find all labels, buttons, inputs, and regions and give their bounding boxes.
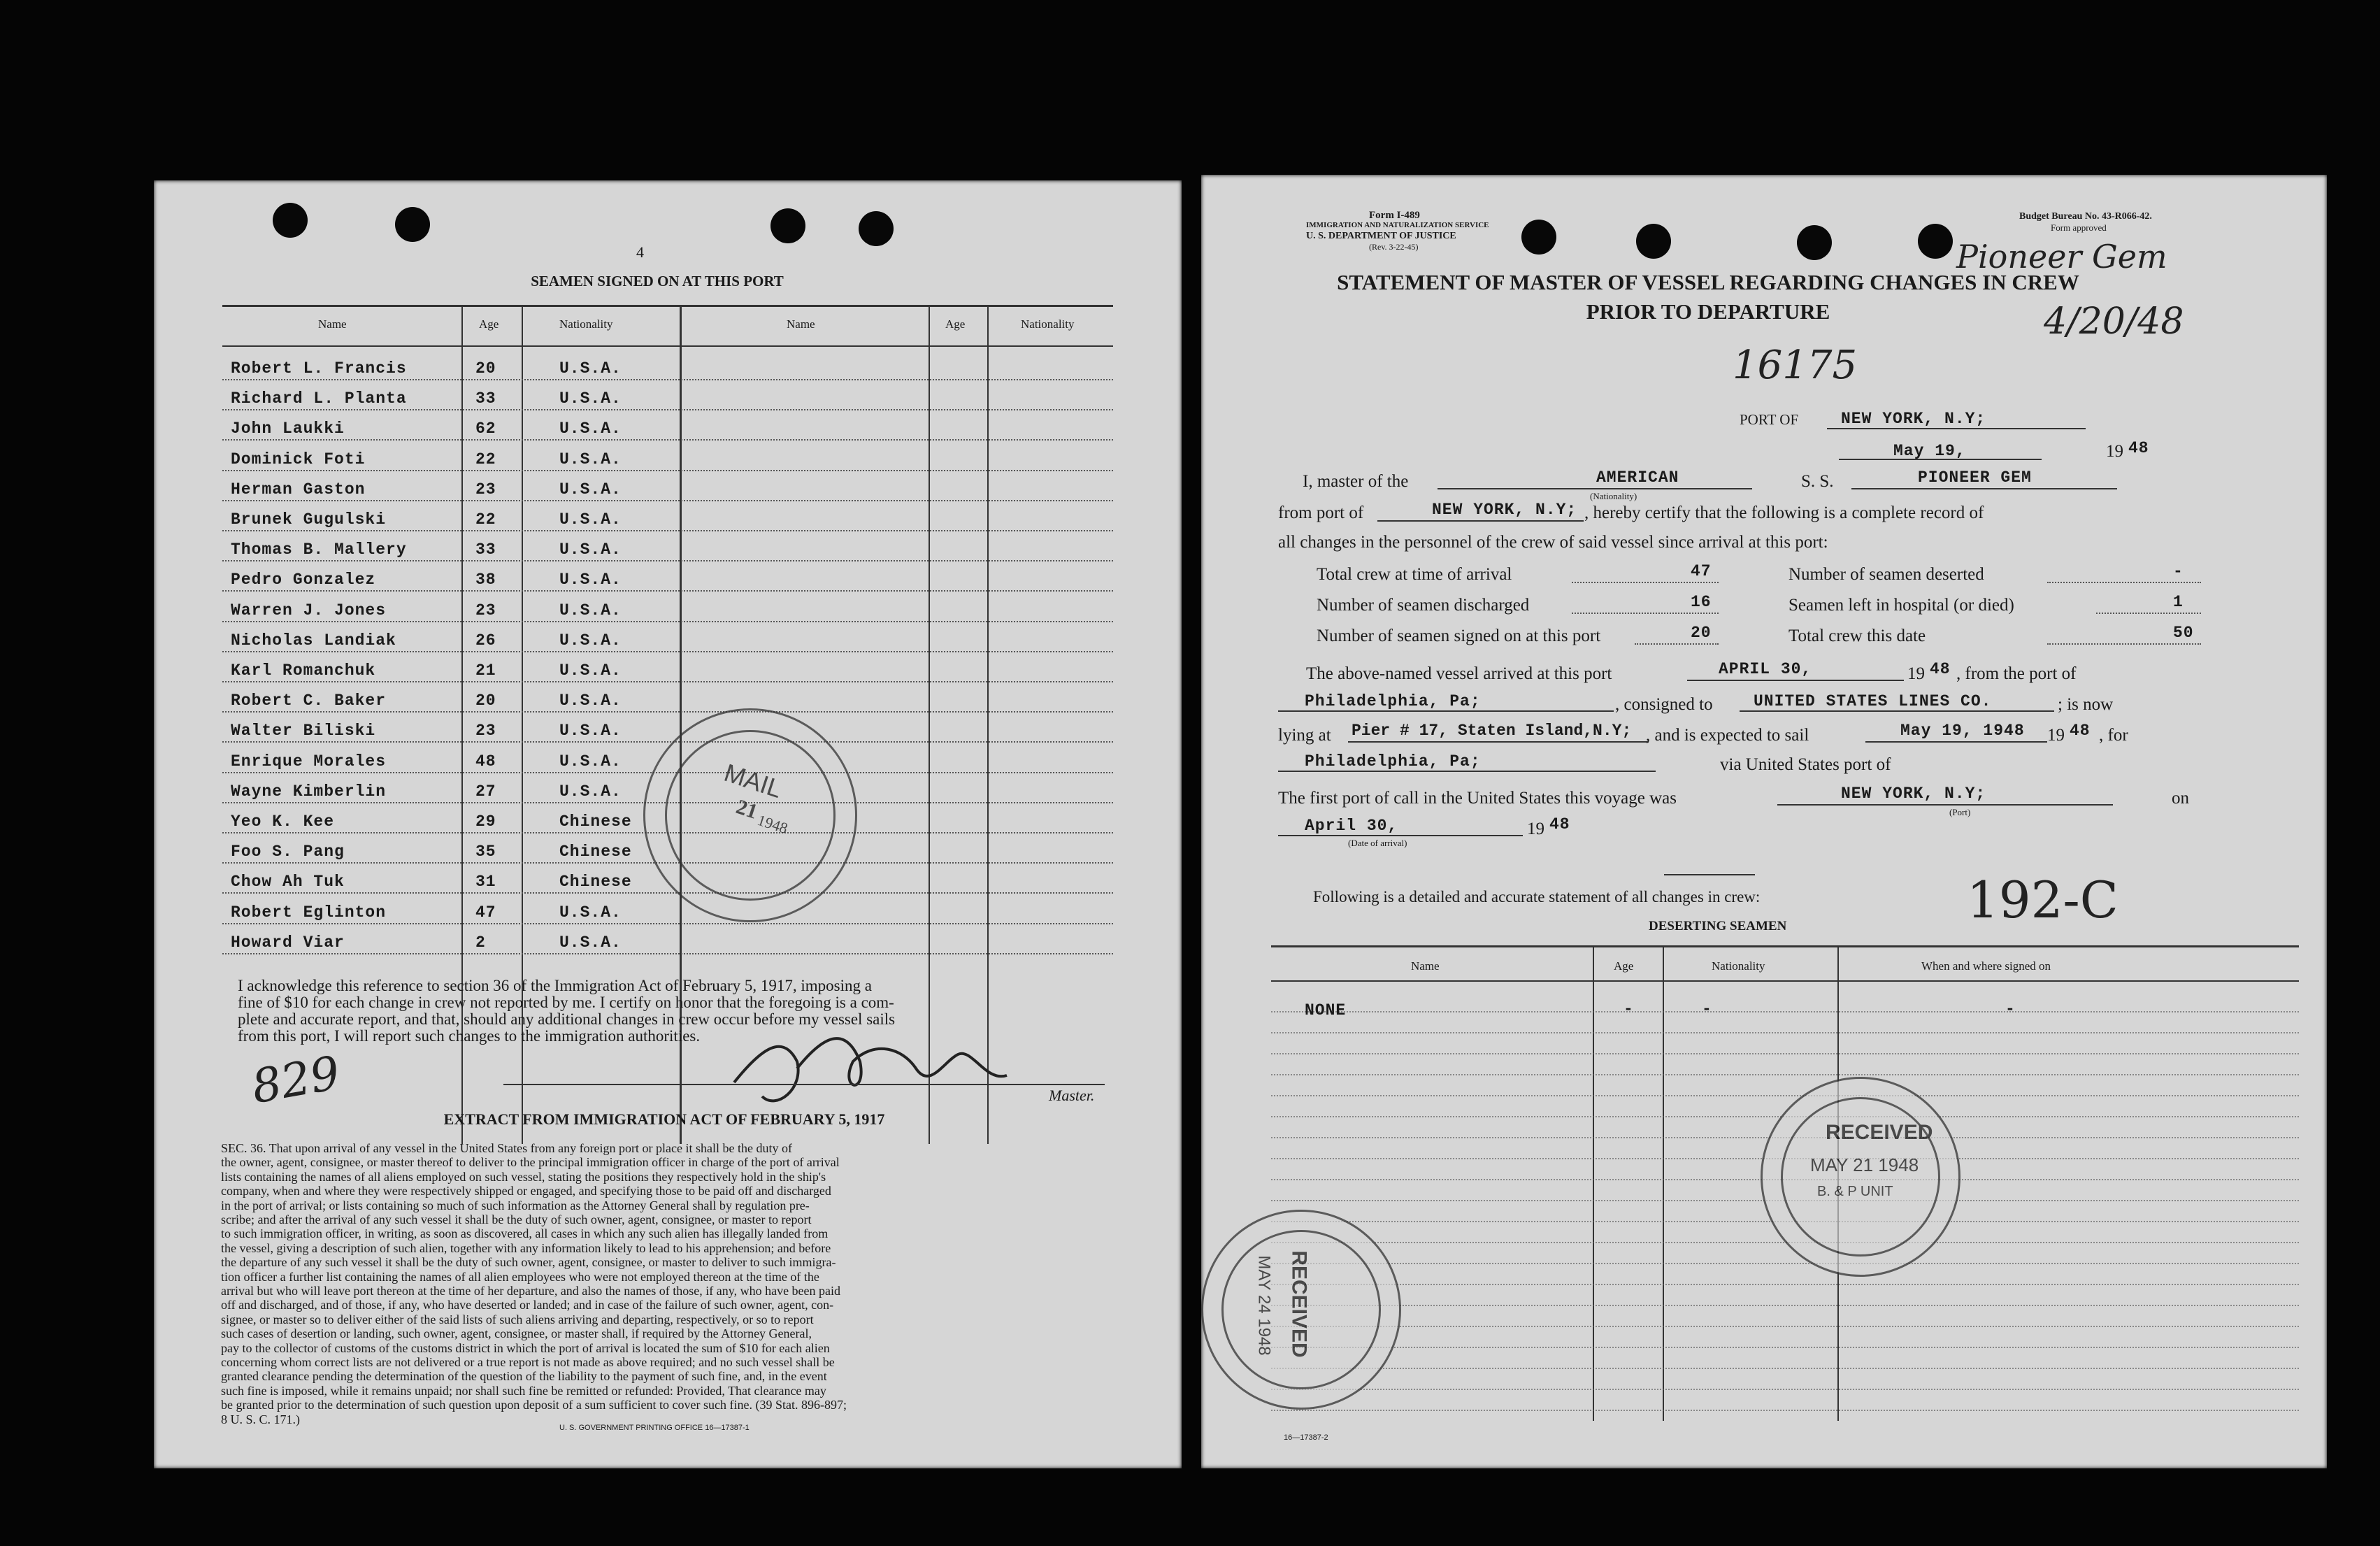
seaman-name: Herman Gaston: [231, 480, 366, 499]
seaman-nationality: U.S.A.: [559, 389, 622, 408]
agency-line-1: IMMIGRATION AND NATURALIZATION SERVICE: [1306, 221, 1489, 229]
seaman-age: 20: [475, 692, 496, 710]
seaman-name: Thomas B. Mallery: [231, 541, 407, 559]
deserting-none: NONE: [1305, 1001, 1347, 1019]
count-right-label: Seamen left in hospital (or died): [1788, 596, 2014, 615]
deserting-nationality: -: [1702, 1000, 1712, 1018]
extract-line: company, when and where they were respectively shipped or engaged, and specifying those to be paid off and discharged: [221, 1184, 831, 1198]
seaman-age: 23: [475, 480, 496, 499]
seaman-age: 33: [475, 541, 496, 559]
punch-hole: [770, 208, 805, 243]
arrived-date: APRIL 30,: [1719, 660, 1812, 678]
certify-text: , hereby certify that the following is a complete record of: [1584, 503, 1984, 522]
master-of-the-label: I, master of the: [1303, 472, 1409, 491]
punch-hole: [1636, 224, 1671, 259]
seaman-nationality: U.S.A.: [559, 359, 622, 378]
seaman-name: Pedro Gonzalez: [231, 571, 376, 589]
acknowledgment-line: I acknowledge this reference to section 36 of the Immigration Act of February 5, 1917, imposing a: [238, 977, 872, 994]
section-title: SEAMEN SIGNED ON AT THIS PORT: [531, 273, 784, 289]
seaman-name: Chow Ah Tuk: [231, 873, 345, 892]
certify-line-2: all changes in the personnel of the crew of said vessel since arrival at this port:: [1278, 533, 1828, 552]
count-label: Number of seamen signed on at this port: [1317, 627, 1601, 645]
seaman-age: 23: [475, 722, 496, 740]
handwritten-date: 4/20/48: [2044, 301, 2184, 343]
from-port-value: NEW YORK, N.Y;: [1432, 501, 1577, 519]
vessel-nationality: AMERICAN: [1596, 468, 1679, 487]
seaman-name: Yeo K. Kee: [231, 813, 335, 831]
seaman-age: 38: [475, 571, 496, 589]
seaman-name: John Laukki: [231, 420, 345, 438]
handwritten-ship-name: Pioneer Gem: [1956, 238, 2167, 275]
col-header-age-2: Age: [945, 317, 966, 331]
seaman-age: 33: [475, 389, 496, 408]
from-the-port-of: , from the port of: [1956, 664, 2077, 683]
nationality-caption: (Nationality): [1590, 491, 1637, 501]
extract-line: granted clearance pending the determination of the question of the liability to the payment of such fine, and, in the event: [221, 1369, 827, 1384]
seaman-nationality: U.S.A.: [559, 571, 622, 589]
col-header-name: Name: [318, 317, 347, 331]
seaman-name: Warren J. Jones: [231, 601, 387, 620]
count-right-label: Total crew this date: [1788, 627, 1926, 645]
handwritten-mark: 829: [248, 1045, 344, 1115]
handwritten-file-number: 16175: [1733, 343, 1858, 388]
seaman-age: 22: [475, 510, 496, 529]
arrival-date: April 30,: [1305, 817, 1398, 835]
deserting-title: DESERTING SEAMEN: [1649, 919, 1787, 933]
punch-hole: [273, 203, 308, 238]
seaman-nationality: U.S.A.: [559, 420, 622, 438]
extract-line: scribe; and after the arrival of any such vessel it shall be the duty of such owner, agent, consignee, or master to report: [221, 1212, 812, 1226]
seaman-age: 2: [475, 933, 486, 952]
ss-label: S. S.: [1801, 472, 1834, 491]
extract-line: the owner, agent, consignee, or master thereof to deliver to the principal immigration officer in charge of the port of arrival: [221, 1155, 840, 1170]
date-caption: (Date of arrival): [1348, 838, 1407, 848]
acknowledgment-line: plete and accurate report, and that, should any additional changes in crew occur before my vessel sails: [238, 1010, 896, 1028]
expected-to-sail: , and is expected to sail: [1646, 726, 1809, 745]
arrived-year-prefix: 19: [1907, 664, 1925, 683]
from-port-2: Philadelphia, Pa;: [1305, 692, 1481, 710]
count-label: Number of seamen discharged: [1317, 596, 1530, 615]
seaman-name: Howard Viar: [231, 933, 345, 952]
arrived-text: The above-named vessel arrived at this port: [1306, 664, 1612, 683]
seaman-age: 29: [475, 813, 496, 831]
deserting-col-nationality: Nationality: [1712, 959, 1765, 973]
extract-line: concerning whom correct lists are not delivered or a true report is not made as above required; and no such vessel shall be: [221, 1355, 835, 1369]
count-right-value: 50: [2173, 624, 2194, 642]
form-title: STATEMENT OF MASTER OF VESSEL REGARDING CHANGES IN CREW: [1337, 270, 2079, 294]
deserting-col-name: Name: [1411, 959, 1440, 973]
arrival-year: 48: [1549, 815, 1570, 833]
form-number: Form I-489: [1369, 210, 1420, 221]
count-right-value: 1: [2173, 593, 2184, 611]
form-revision: (Rev. 3-22-45): [1369, 242, 1419, 252]
seaman-nationality: U.S.A.: [559, 692, 622, 710]
report-date: May 19,: [1893, 442, 1966, 460]
for-label: , for: [2099, 726, 2128, 745]
left-page: [154, 180, 1182, 1468]
seaman-age: 35: [475, 843, 496, 861]
count-value: 20: [1691, 624, 1712, 642]
extract-line: the departure of any such vessel it shall be the duty of such owner, agent, consignee, or master to deliver to such immigra-: [221, 1255, 836, 1270]
punch-hole: [1521, 220, 1556, 255]
extract-line: such fine is imposed, while it remains unpaid; nor shall such fine be remitted or refunded: Provided, That clearance may: [221, 1383, 826, 1398]
budget-bureau: Budget Bureau No. 43-R066-42.: [2019, 211, 2152, 222]
extract-line: in the port of arrival; or lists containing so much of such information as the Attorney General shall by regulation pre-: [221, 1198, 810, 1212]
seaman-name: Richard L. Planta: [231, 389, 407, 408]
extract-line: 8 U. S. C. 171.): [221, 1412, 301, 1426]
seaman-name: Walter Biliski: [231, 722, 376, 740]
seaman-age: 48: [475, 752, 496, 771]
seaman-nationality: U.S.A.: [559, 782, 622, 801]
right-page: [1201, 175, 2327, 1468]
seaman-name: Robert L. Francis: [231, 359, 407, 378]
seaman-nationality: U.S.A.: [559, 722, 622, 740]
sail-year-prefix: 19: [2047, 726, 2065, 745]
extract-line: tion officer a further list containing the names of all alien employees who were not employed thereon at the time of the: [221, 1269, 819, 1284]
seaman-name: Dominick Foti: [231, 450, 366, 468]
punch-hole: [1918, 224, 1953, 259]
seaman-name: Robert Eglinton: [231, 903, 387, 922]
ship-name: PIONEER GEM: [1918, 468, 2032, 487]
seaman-name: Brunek Gugulski: [231, 510, 387, 529]
deserting-when: -: [2005, 1000, 2016, 1018]
destination: Philadelphia, Pa;: [1305, 752, 1481, 771]
form-subtitle: PRIOR TO DEPARTURE: [1586, 299, 1830, 324]
seaman-name: Foo S. Pang: [231, 843, 345, 861]
on-label: on: [2172, 789, 2189, 808]
sail-year: 48: [2070, 722, 2091, 740]
master-label: Master.: [1049, 1087, 1095, 1104]
seaman-age: 22: [475, 450, 496, 468]
handwritten-code: 192-C: [1967, 871, 2119, 929]
count-value: 47: [1691, 562, 1712, 580]
lying-at-label: lying at: [1278, 726, 1331, 745]
received-stamp: RECEIVED MAY 21 1948 B. & P UNIT: [1761, 1077, 1960, 1277]
port-caption: (Port): [1949, 807, 1971, 817]
col-header-nationality-2: Nationality: [1021, 317, 1075, 331]
extract-line: to such immigration officer, in writing, as soon as discovered, all cases in which any such alien has illegally landed from: [221, 1226, 829, 1241]
extract-line: arrival but who will leave port thereon at the time of her departure, and also the names of those, if any, who have been paid: [221, 1284, 841, 1298]
seaman-nationality: Chinese: [559, 813, 632, 831]
seaman-name: Wayne Kimberlin: [231, 782, 387, 801]
is-now: ; is now: [2058, 695, 2114, 714]
extract-line: pay to the collector of customs of the customs district in which the port of arrival is located the sum of $10 for each alien: [221, 1340, 830, 1355]
deserting-col-age: Age: [1614, 959, 1634, 973]
sail-date: May 19, 1948: [1900, 722, 2025, 740]
port-of-value: NEW YORK, N.Y;: [1841, 410, 1986, 428]
seaman-nationality: Chinese: [559, 873, 632, 892]
deserting-col-when: When and where signed on: [1921, 959, 2051, 973]
seaman-name: Robert C. Baker: [231, 692, 387, 710]
seaman-age: 62: [475, 420, 496, 438]
seaman-nationality: U.S.A.: [559, 541, 622, 559]
report-year: 48: [2128, 439, 2149, 457]
via-text: via United States port of: [1720, 755, 1891, 774]
extract-title: EXTRACT FROM IMMIGRATION ACT OF FEBRUARY 5, 1917: [443, 1110, 885, 1128]
extract-line: signee, or master so to deliver either of the said lists of such aliens arriving and departing, respectively, or so to report: [221, 1312, 814, 1326]
extract-line: lists containing the names of all aliens employed on such vessel, stating the positions they respectively hold in the ship's: [221, 1169, 826, 1184]
seaman-nationality: U.S.A.: [559, 903, 622, 922]
extract-line: off and discharged, and of those, if any, who have deserted or landed; and in case of the failure of such owner, agent, con-: [221, 1298, 834, 1312]
seaman-nationality: U.S.A.: [559, 661, 622, 680]
form-approved: Form approved: [2051, 222, 2107, 233]
arrived-year: 48: [1930, 660, 1951, 678]
from-port-label: from port of: [1278, 503, 1364, 522]
first-port: NEW YORK, N.Y;: [1841, 785, 1986, 803]
extract-line: be granted prior to the determination of such question upon deposit of a sum sufficient to cover such fine. (39 Stat. 896-897;: [221, 1398, 847, 1412]
first-port-text: The first port of call in the United States this voyage was: [1278, 789, 1677, 808]
arrival-year-prefix: 19: [1527, 819, 1544, 838]
seaman-nationality: Chinese: [559, 843, 632, 861]
seaman-nationality: U.S.A.: [559, 933, 622, 952]
col-header-age: Age: [479, 317, 499, 331]
seaman-nationality: U.S.A.: [559, 752, 622, 771]
extract-line: SEC. 36. That upon arrival of any vessel in the United States from any foreign port or place it shall be the duty of: [221, 1141, 792, 1155]
received-stamp-2: RECEIVED MAY 24 1948: [1201, 1210, 1401, 1410]
acknowledgment-line: fine of $10 for each change in crew not reported by me. I certify on honor that the foregoing is a com-: [238, 994, 894, 1011]
port-of-label: PORT OF: [1740, 411, 1799, 428]
following-text: Following is a detailed and accurate statement of all changes in crew:: [1313, 888, 1761, 906]
count-label: Total crew at time of arrival: [1317, 565, 1512, 584]
seaman-age: 20: [475, 359, 496, 378]
seaman-age: 47: [475, 903, 496, 922]
seaman-age: 31: [475, 873, 496, 892]
punch-hole: [395, 207, 430, 242]
seaman-name: Nicholas Landiak: [231, 631, 396, 650]
punch-hole: [859, 211, 894, 246]
agency-line-2: U. S. DEPARTMENT OF JUSTICE: [1306, 231, 1456, 241]
col-header-nationality: Nationality: [559, 317, 613, 331]
page-number: 4: [636, 243, 644, 261]
seaman-nationality: U.S.A.: [559, 631, 622, 650]
seaman-nationality: U.S.A.: [559, 510, 622, 529]
extract-line: the vessel, giving a description of such alien, together with any information likely to lead to his apprehension; and before: [221, 1240, 831, 1255]
extract-line: such cases of desertion or landing, such owner, agent, consignee, or master shall, if required by the Attorney General,: [221, 1326, 812, 1341]
seaman-age: 27: [475, 782, 496, 801]
seaman-age: 26: [475, 631, 496, 650]
count-right-label: Number of seamen deserted: [1788, 565, 1984, 584]
seaman-age: 23: [475, 601, 496, 620]
col-header-name-2: Name: [787, 317, 815, 331]
punch-hole: [1797, 225, 1832, 260]
count-right-value: -: [2173, 562, 2184, 580]
mail-stamp: MAIL 21 1948: [643, 708, 857, 922]
printing-office: U. S. GOVERNMENT PRINTING OFFICE 16—17387-1: [559, 1424, 750, 1432]
consigned-to-label: , consigned to: [1615, 695, 1713, 714]
seaman-nationality: U.S.A.: [559, 450, 622, 468]
seaman-name: Karl Romanchuk: [231, 661, 376, 680]
printing-code: 16—17387-2: [1284, 1433, 1328, 1442]
consignee: UNITED STATES LINES CO.: [1754, 692, 1992, 710]
pier-location: Pier # 17, Staten Island,N.Y;: [1352, 722, 1632, 740]
deserting-age: -: [1623, 1000, 1634, 1018]
seaman-name: Enrique Morales: [231, 752, 387, 771]
seaman-age: 21: [475, 661, 496, 680]
master-signature: [706, 1019, 1028, 1124]
acknowledgment-line: from this port, I will report such changes to the immigration authorities.: [238, 1027, 701, 1045]
seaman-nationality: U.S.A.: [559, 601, 622, 620]
count-value: 16: [1691, 593, 1712, 611]
report-year-prefix: 19: [2106, 442, 2123, 461]
seaman-nationality: U.S.A.: [559, 480, 622, 499]
